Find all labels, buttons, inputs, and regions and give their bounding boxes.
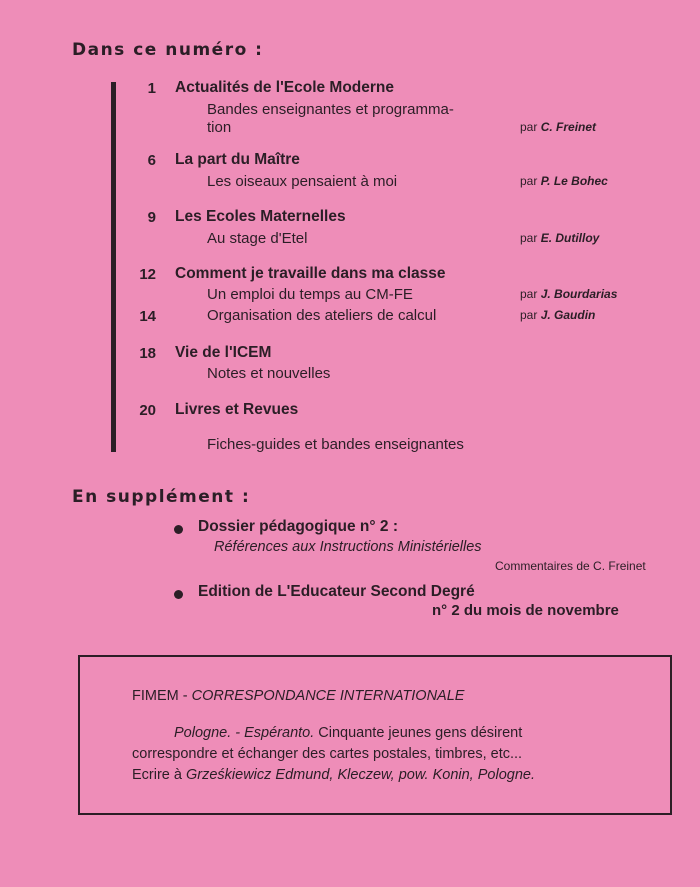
toc-entry-number: 12 bbox=[139, 266, 156, 283]
toc-entry-number: 9 bbox=[147, 209, 156, 226]
toc-entry-author: par J. Gaudin bbox=[520, 308, 596, 322]
toc-entry-author: par E. Dutilloy bbox=[520, 231, 600, 245]
toc-entry-author: par C. Freinet bbox=[520, 120, 597, 134]
toc-entry-title: Livres et Revues bbox=[175, 401, 299, 418]
toc-entry-subtitle: Au stage d'Etel bbox=[207, 230, 308, 247]
toc-entry-number: 20 bbox=[139, 402, 156, 419]
toc-entry-number: 6 bbox=[147, 152, 156, 169]
toc-entry-subtitle: Fiches-guides et bandes enseignantes bbox=[207, 436, 464, 453]
toc-entry-subtitle: Organisation des ateliers de calcul bbox=[207, 307, 437, 324]
toc-entry-number: 1 bbox=[147, 80, 156, 97]
toc-entry-subtitle: Un emploi du temps au CM-FE bbox=[207, 286, 413, 303]
toc-entry-title: Vie de l'ICEM bbox=[175, 344, 272, 361]
toc-entry-title: Comment je travaille dans ma classe bbox=[175, 265, 446, 282]
supplement-heading: En supplément : bbox=[72, 487, 251, 507]
bullet-icon bbox=[174, 525, 183, 534]
toc-entry-author: par P. Le Bohec bbox=[520, 174, 608, 188]
toc-entry-number: 18 bbox=[139, 345, 156, 362]
supplement-item-subtitle: n° 2 du mois de novembre bbox=[432, 602, 619, 619]
box-heading: FIMEM - CORRESPONDANCE INTERNATIONALE bbox=[132, 688, 465, 704]
box-text-line: Ecrire à Grześkiewicz Edmund, Kleczew, pow. Konin, Pologne. bbox=[132, 767, 535, 783]
box-text-line: Pologne. - Espéranto. Cinquante jeunes gens désirent bbox=[174, 725, 523, 741]
toc-entry-number: 14 bbox=[139, 308, 156, 325]
supplement-item-title: Dossier pédagogique n° 2 : bbox=[198, 518, 398, 535]
toc-entry-title: Les Ecoles Maternelles bbox=[175, 208, 346, 225]
toc-entry-subtitle: tion bbox=[207, 119, 232, 136]
supplement-item-note: Commentaires de C. Freinet bbox=[495, 559, 646, 573]
toc-entry-subtitle: Bandes enseignantes et programma- bbox=[207, 101, 454, 118]
contents-heading: Dans ce numéro : bbox=[72, 40, 264, 60]
supplement-item-subtitle: Références aux Instructions Ministérielles bbox=[214, 539, 482, 555]
toc-entry-title: La part du Maître bbox=[175, 151, 300, 168]
toc-entry-subtitle: Notes et nouvelles bbox=[207, 365, 331, 382]
toc-entry-author: par J. Bourdarias bbox=[520, 287, 618, 301]
toc-entry-subtitle: Les oiseaux pensaient à moi bbox=[207, 173, 398, 190]
supplement-item-title: Edition de L'Educateur Second Degré bbox=[198, 583, 475, 600]
bullet-icon bbox=[174, 590, 183, 599]
toc-entry-title: Actualités de l'Ecole Moderne bbox=[175, 79, 395, 96]
box-text-line: correspondre et échanger des cartes postales, timbres, etc... bbox=[132, 746, 523, 762]
